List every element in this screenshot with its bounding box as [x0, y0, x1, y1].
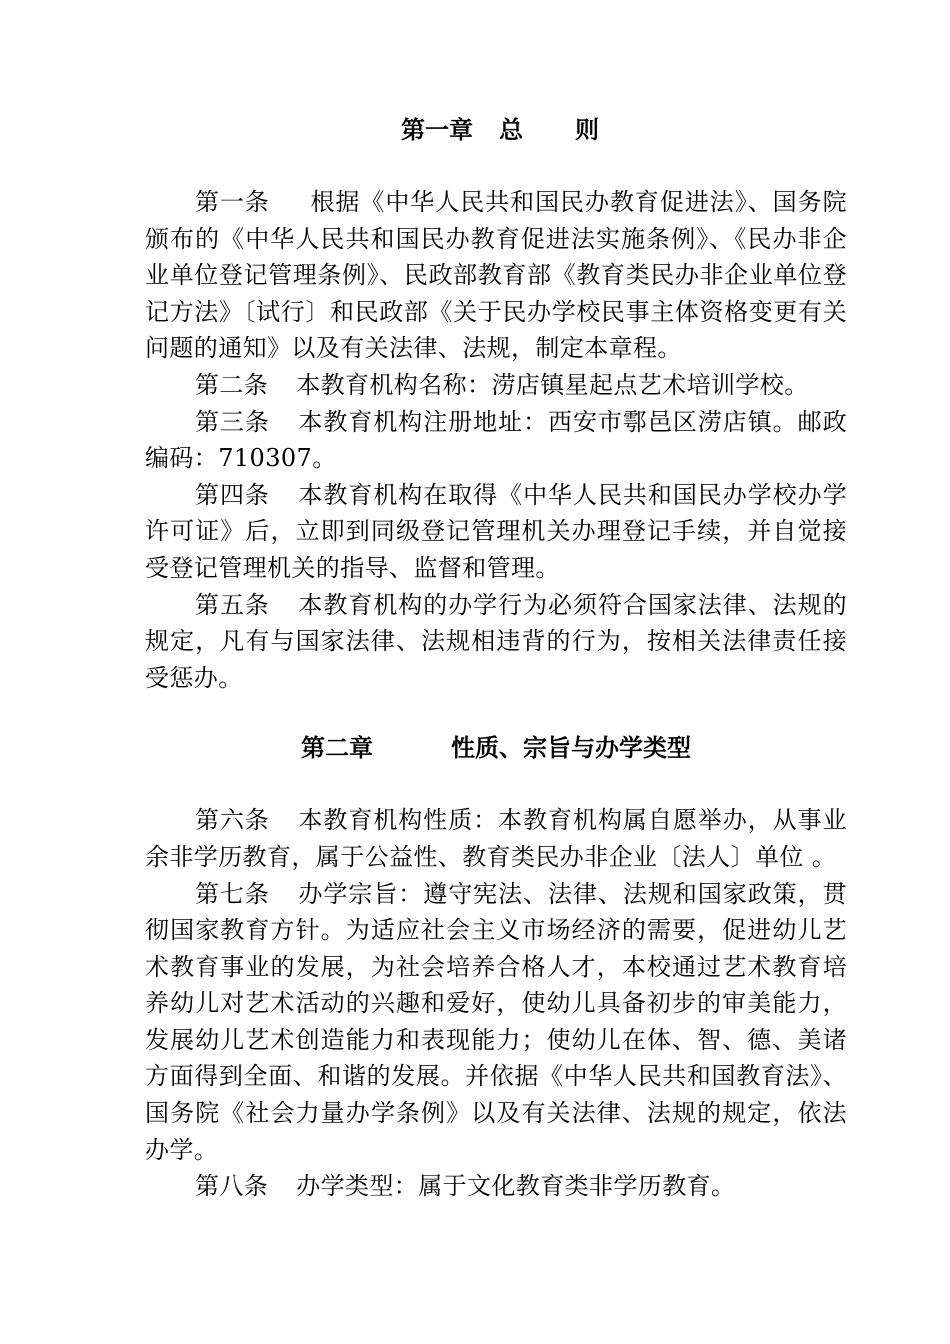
article-5-label: 第五条	[195, 590, 270, 619]
article-1	[145, 184, 847, 367]
article-6	[145, 802, 847, 875]
article-5-text: 本教育机构的办学行为必须符合国家法律、法规的规定，凡有与国家法律、法规相违背的行为，按相关法律责任接受惩办。	[145, 590, 847, 692]
article-8	[145, 1168, 847, 1205]
article-4-label: 第四条	[195, 480, 270, 509]
article-2	[145, 367, 847, 404]
article-4	[145, 477, 847, 587]
article-7	[145, 876, 847, 1169]
article-3	[145, 404, 847, 477]
article-8-label: 第八条	[195, 1172, 269, 1201]
article-3-label: 第三条	[195, 407, 270, 436]
article-8-text: 办学类型：属于文化教育类非学历教育。	[296, 1172, 736, 1201]
article-3-text: 本教育机构注册地址：西安市鄠邑区涝店镇。邮政编码：710307。	[145, 407, 847, 473]
article-7-label: 第七条	[195, 879, 270, 908]
article-4-text: 本教育机构在取得《中华人民共和国民办学校办学许可证》后，立即到同级登记管理机关办理登记手续，并自觉接受登记管理机关的指导、监督和管理。	[145, 480, 847, 582]
article-2-label: 第二条	[195, 370, 269, 399]
article-5	[145, 587, 847, 697]
article-2-text: 本教育机构名称：涝店镇星起点艺术培训学校。	[296, 370, 809, 399]
chapter-2-name: 性质、宗旨与办学类型	[451, 734, 691, 763]
article-1-text: 根据《中华人民共和国民办教育促进法》、国务院颁布的《中华人民共和国民办教育促进法实施条例》、《民办非企业单位登记管理条例》、民政部教育部《教育类民办非企业单位登记方法》〔试行〕和民政部《关于民办学校民事主体资格变更有关问题的通知》以及有关法律、法规，制定本章程。	[145, 188, 847, 363]
chapter-2-title	[145, 730, 847, 766]
chapter-2-number: 第二章	[301, 734, 373, 763]
chapter-1-name: 总则	[499, 116, 651, 144]
document-page	[145, 112, 847, 1205]
article-6-label: 第六条	[195, 806, 270, 835]
chapter-1-number: 第一章	[401, 116, 473, 144]
chapter-1-title	[145, 112, 847, 148]
article-6-text: 本教育机构性质：本教育机构属自愿举办，从事业余非学历教育，属于公益性、教育类民办非企业〔法人〕单位 。	[145, 806, 847, 871]
article-1-label: 第一条	[195, 188, 270, 216]
article-7-text: 办学宗旨：遵守宪法、法律、法规和国家政策，贯彻国家教育方针。为适应社会主义市场经济的需要，促进幼儿艺术教育事业的发展，为社会培养合格人才，本校通过艺术教育培养幼儿对艺术活动的兴趣和爱好，使幼儿具备初步的审美能力，发展幼儿艺术创造能力和表现能力；使幼儿在体、智、德、美诸方面得到全面、和谐的发展。并依据《中华人民共和国教育法》、国务院《社会力量办学条例》以及有关法律、法规的规定，依法办学。	[145, 879, 847, 1164]
